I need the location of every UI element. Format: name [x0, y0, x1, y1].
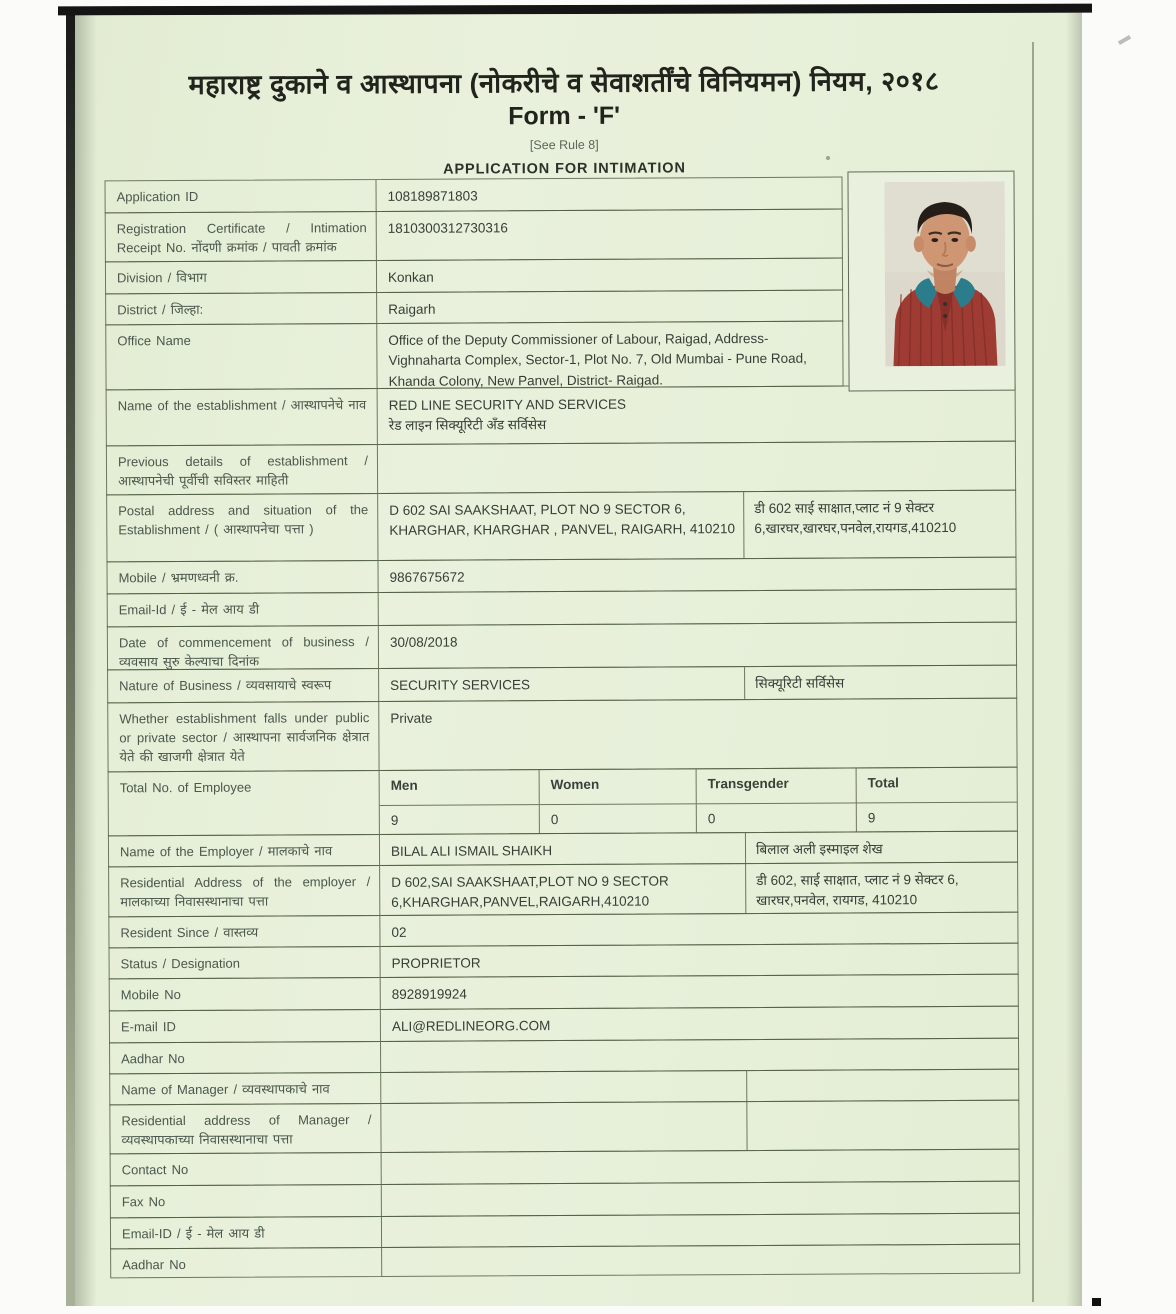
table-row [108, 912, 1018, 949]
field-label: Registration Certificate / Intimation Receipt No. नोंदणी क्रमांक / पावती क्रमांक [106, 212, 377, 261]
table-row [104, 177, 842, 214]
table-row [109, 943, 1019, 980]
form-title-marathi: महाराष्ट्र दुकाने व आस्थापना (नोकरीचे व सेवाशर्तींचे विनियमन) नियम, २०१८ [188, 66, 940, 100]
table-row [107, 589, 1017, 628]
table-row [109, 974, 1019, 1012]
employee-column-header: Transgender [697, 768, 857, 803]
table-row [110, 1213, 1020, 1250]
field-label: Total No. of Employee [109, 771, 380, 835]
field-label: District / जिल्हा: [106, 293, 377, 324]
table-row [110, 1244, 1020, 1279]
field-value: 108189871803 [387, 188, 478, 204]
page-content [66, 8, 1082, 1306]
scan-left-shadow [75, 8, 97, 1306]
scanned-form-page [66, 8, 1082, 1306]
field-label: Name of the Employer / मालकाचे नाव [109, 835, 380, 866]
table-row [108, 862, 1018, 918]
field-label: Aadhar No [110, 1042, 381, 1073]
field-label: Date of commencement of business / व्यवसाय सुरु केल्याचा दिनांक [108, 626, 379, 669]
employee-count-value: 0 [540, 804, 697, 833]
field-label: Name of Manager / व्यवस्थापकाचे नाव [110, 1073, 381, 1104]
table-row [106, 557, 1016, 595]
field-value-marathi: डी 602 साई साक्षात,प्लाट नं 9 सेक्टर 6,खारघर,खारघर,पनवेल,रायगड,410210 [743, 491, 1015, 558]
table-row [107, 622, 1017, 671]
table-row [105, 321, 843, 391]
employee-count-value: 0 [697, 803, 857, 832]
table-row [105, 290, 843, 326]
field-label: Fax No [111, 1185, 382, 1217]
table-row [108, 767, 1018, 837]
field-label: Email-ID / ई - मेल आय डी [111, 1217, 382, 1248]
field-value: Office of the Deputy Commissioner of Labour, Raigad, Address- Vighnaharta Complex, Sector-1, Plot No. 7, Old Mumbai - Pune Road, Khanda Colony, New Panvel, District- Raigad. [388, 330, 807, 388]
form-number: Form - 'F' [508, 101, 621, 131]
table-row [110, 1181, 1020, 1219]
field-value: BILAL ALI ISMAIL SHAIKH [390, 843, 553, 859]
table-row [109, 1038, 1019, 1075]
table-row [106, 441, 1016, 496]
field-label: Email-Id / ई - मेल आय डी [108, 593, 379, 626]
field-value: ALI@REDLINEORG.COM [391, 1018, 551, 1034]
field-value-marathi: डी 602, साई साक्षात, प्लाट नं 9 सेक्टर 6, खारघर,पनवेल, रायगड, 410210 [745, 863, 1017, 913]
employer-photo [885, 182, 1006, 367]
employee-column-header: Women [540, 769, 697, 804]
field-value [379, 590, 1016, 625]
table-row [105, 209, 843, 263]
field-value: 02 [391, 924, 407, 940]
rule-reference: [See Rule 8] [529, 137, 599, 153]
field-value: Raigarh [388, 301, 436, 317]
field-label: E-mail ID [110, 1010, 381, 1042]
field-value: D 602,SAI SAAKSHAAT,PLOT NO 9 SECTOR 6,KHARGHAR,PANVEL,RAIGARH,410210 [391, 873, 669, 911]
field-value: 1810300312730316 [387, 220, 508, 236]
table-row [106, 490, 1016, 563]
field-label: Whether establishment falls under public or private sector / आस्थापना सार्वजनिक क्षेत्रात येते की खाजगी क्षेत्रात येते [108, 702, 379, 771]
field-value [382, 1214, 1019, 1247]
employee-count-grid [380, 768, 1017, 834]
field-value-marathi: बिलाल अली इस्माइल शेख [745, 832, 1017, 863]
employee-column-header: Men [380, 770, 540, 805]
field-value: D 602 SAI SAAKSHAAT, PLOT NO 9 SECTOR 6, KHARGHAR, KHARGHAR , PANVEL, RAIGARH, 410210 [389, 501, 735, 539]
field-value: RED LINE SECURITY AND SERVICES रेड लाइन सिक्यूरिटी अँड सर्विसेस [388, 396, 627, 434]
field-value: 9867675672 [389, 569, 465, 585]
field-label: Previous details of establishment / आस्थापनेची पूर्वीची सविस्तर माहिती [107, 445, 378, 494]
field-label: Contact No [111, 1153, 382, 1185]
field-value [381, 1039, 1018, 1072]
field-value [381, 1102, 746, 1152]
employee-count-value: 9 [380, 805, 540, 834]
field-label: Division / विभाग [106, 261, 377, 293]
table-row [109, 1100, 1019, 1155]
field-value [378, 442, 1015, 493]
scan-mark [1118, 35, 1131, 45]
paper-crease-line [1032, 42, 1034, 1302]
field-label: Aadhar No [111, 1248, 382, 1277]
field-label: Mobile No [110, 978, 381, 1010]
employee-count-value: 9 [867, 810, 876, 826]
field-label: Resident Since / वास्तव्य [109, 916, 380, 947]
field-label: Residential address of Manager / व्यवस्थापकाच्या निवासस्थानाचा पत्ता [110, 1104, 381, 1153]
field-label: Mobile / भ्रमणध्वनी क्र. [107, 561, 378, 593]
field-value [382, 1182, 1019, 1216]
form-header [99, 66, 1030, 180]
table-row [105, 258, 843, 295]
field-value [381, 1071, 746, 1103]
field-value-marathi [746, 1070, 1018, 1101]
table-row [107, 698, 1017, 773]
employer-photo-image [885, 182, 1006, 367]
field-label: Nature of Business / व्यवसायाचे स्वरूप [108, 669, 379, 702]
table-row [109, 1069, 1019, 1106]
field-value [382, 1245, 1019, 1276]
field-value: Konkan [387, 269, 434, 285]
field-label: Postal address and situation of the Establishment / ( आस्थापनेचा पत्ता ) [107, 494, 378, 561]
field-label: Status / Designation [110, 947, 381, 978]
field-value: SECURITY SERVICES [390, 677, 530, 693]
scan-corner-mark [1092, 1298, 1101, 1306]
field-label: Residential Address of the employer / मालकाच्या निवासस्थानाचा पत्ता [109, 866, 380, 916]
table-row [107, 665, 1017, 704]
scan-speck [826, 156, 830, 160]
photo-frame [847, 171, 1015, 392]
field-value: 30/08/2018 [389, 634, 458, 650]
table-row [109, 1006, 1019, 1044]
field-value [382, 1150, 1019, 1184]
table-row [108, 831, 1018, 868]
table-row [110, 1149, 1020, 1187]
field-label: Application ID [105, 180, 376, 212]
field-value: PROPRIETOR [391, 955, 481, 971]
table-row [106, 385, 1016, 447]
scan-left-edge [66, 8, 75, 1306]
form-heading: APPLICATION FOR INTIMATION [443, 160, 686, 178]
field-value: 8928919924 [391, 986, 467, 1002]
field-value-marathi: सिक्यूरिटी सर्विसेस [744, 666, 1016, 699]
scan-right-shadow [1066, 8, 1082, 1306]
field-value: Private [390, 710, 433, 726]
field-label: Office Name [106, 324, 377, 389]
employee-column-header: Total [867, 775, 899, 791]
field-label: Name of the establishment / आस्थापनेचे नाव [107, 389, 378, 445]
field-value-marathi [746, 1101, 1018, 1150]
